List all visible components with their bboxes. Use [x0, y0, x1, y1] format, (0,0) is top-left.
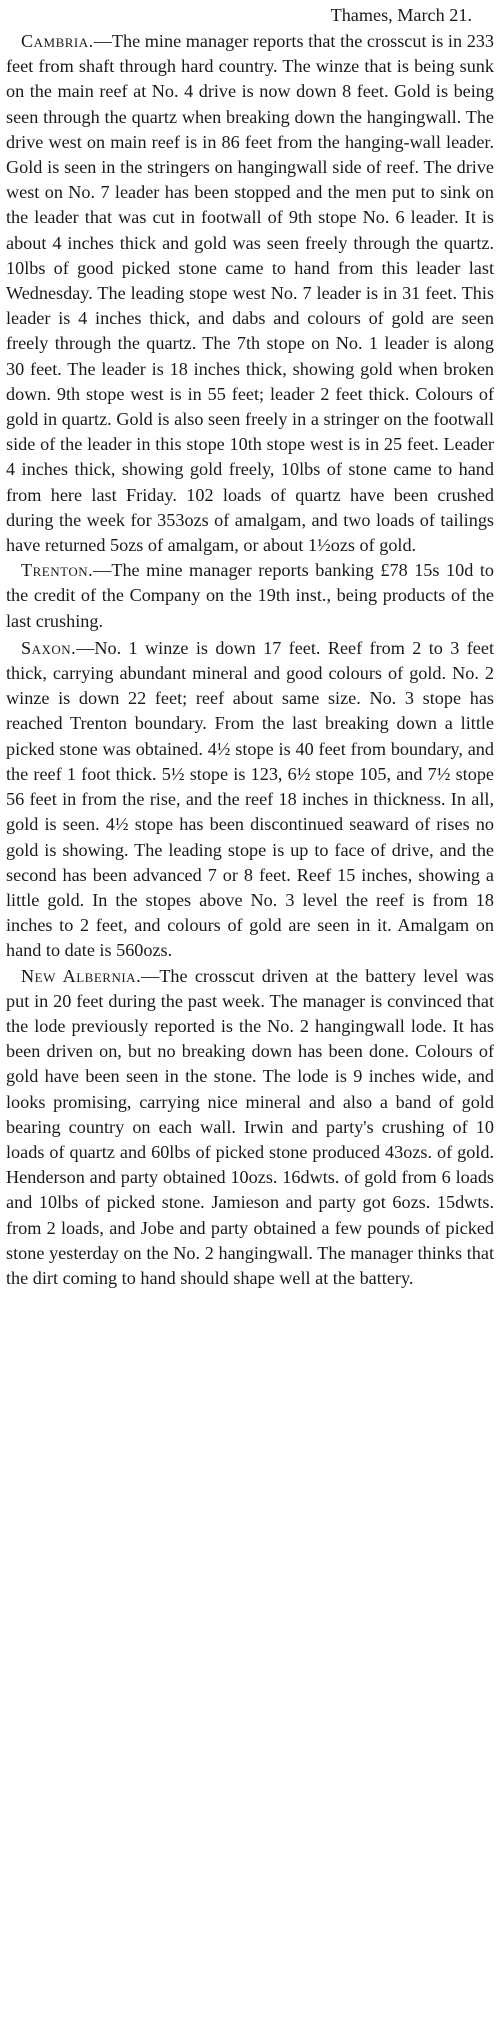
- dateline: Thames, March 21.: [330, 5, 472, 25]
- article-body: —The crosscut driven at the battery level was put in 20 feet during the past week. The manager is convinced that the lode previously reported is the No. 2 hangingwall lode. It has been driven on, but no breaking down has been done. Colours of gold have been seen in the stone. The lode is 9 inches wide, and looks promising, carrying nice mineral and also a band of gold bearing country on each wall. Irwin and party's crushing of 10 loads of quartz and 60lbs of picked stone produced 43ozs. of gold. Henderson and party obtained 10ozs. 16dwts. of gold from 6 loads and 10lbs of picked stone. Jamieson and party got 6ozs. 15dwts. from 2 loads, and Jobe and party obtained a few pounds of picked stone yesterday on the No. 2 hangingwall. The manager thinks that the dirt coming to hand should shape well at the battery.: [6, 965, 494, 1288]
- article-heading: Saxon.: [21, 637, 77, 658]
- article-cambria: [6, 29, 494, 558]
- article-saxon: [6, 636, 494, 964]
- article-body: —The mine manager reports that the crosscut is in 233 feet from shaft through hard country. The winze that is being sunk on the main reef at No. 4 drive is now down 8 feet. Gold is being seen through the quartz when breaking down the hangingwall. The drive west on main reef is in 86 feet from the hanging-wall leader. Gold is seen in the stringers on hangingwall side of reef. The drive west on No. 7 leader has been stopped and the men put to sink on the leader that was cut in footwall of 9th stope No. 6 leader. It is about 4 inches thick and gold was seen freely through the quartz. 10lbs of good picked stone came to hand from this leader last Wednesday. The leading stope west No. 7 leader is in 31 feet. This leader is 4 inches thick, and dabs and colours of gold are seen freely through the quartz. The 7th stope on No. 1 leader is along 30 feet. The leader is 18 inches thick, showing gold when broken down. 9th stope west is in 55 feet; leader 2 feet thick. Colours of gold in quartz. Gold is also seen freely in a stringer on the footwall side of the leader in this stope 10th stope west is in 25 feet. Leader 4 inches thick, showing gold freely, 10lbs of stone came to hand from here last Friday. 102 loads of quartz have been crushed during the week for 353ozs of amalgam, and two loads of tailings have returned 5ozs of amalgam, or about 1½ozs of gold.: [6, 31, 494, 556]
- article-body: —The mine manager reports banking £78 15s 10d to the credit of the Company on the 19th inst., being products of the last crushing.: [6, 560, 494, 631]
- article-trenton: [6, 558, 494, 634]
- news-column: [6, 0, 494, 1291]
- article-new-albernia: [6, 964, 494, 1292]
- article-body: —No. 1 winze is down 17 feet. Reef from 2 to 3 feet thick, carrying abundant mineral and good colours of gold. No. 2 winze is down 22 feet; reef about same size. No. 3 stope has reached Trenton boundary. From the last breaking down a little picked stone was obtained. 4½ stope is 40 feet from boundary, and the reef 1 foot thick. 5½ stope is 123, 6½ stope 105, and 7½ stope 56 feet in from the rise, and the reef 18 inches in thickness. In all, gold is seen. 4½ stope has been discontinued seaward of rises no gold is showing. The leading stope is up to face of drive, and the second has been advanced 7 or 8 feet. Reef 15 inches, showing a little gold. In the stopes above No. 3 level the reef is from 18 inches to 2 feet, and colours of gold are seen in it. Amalgam on hand to date is 560ozs.: [6, 637, 494, 961]
- article-heading: New Albernia.: [21, 965, 142, 986]
- article-heading: Trenton.: [21, 560, 94, 581]
- article-heading: Cambria.: [21, 31, 94, 51]
